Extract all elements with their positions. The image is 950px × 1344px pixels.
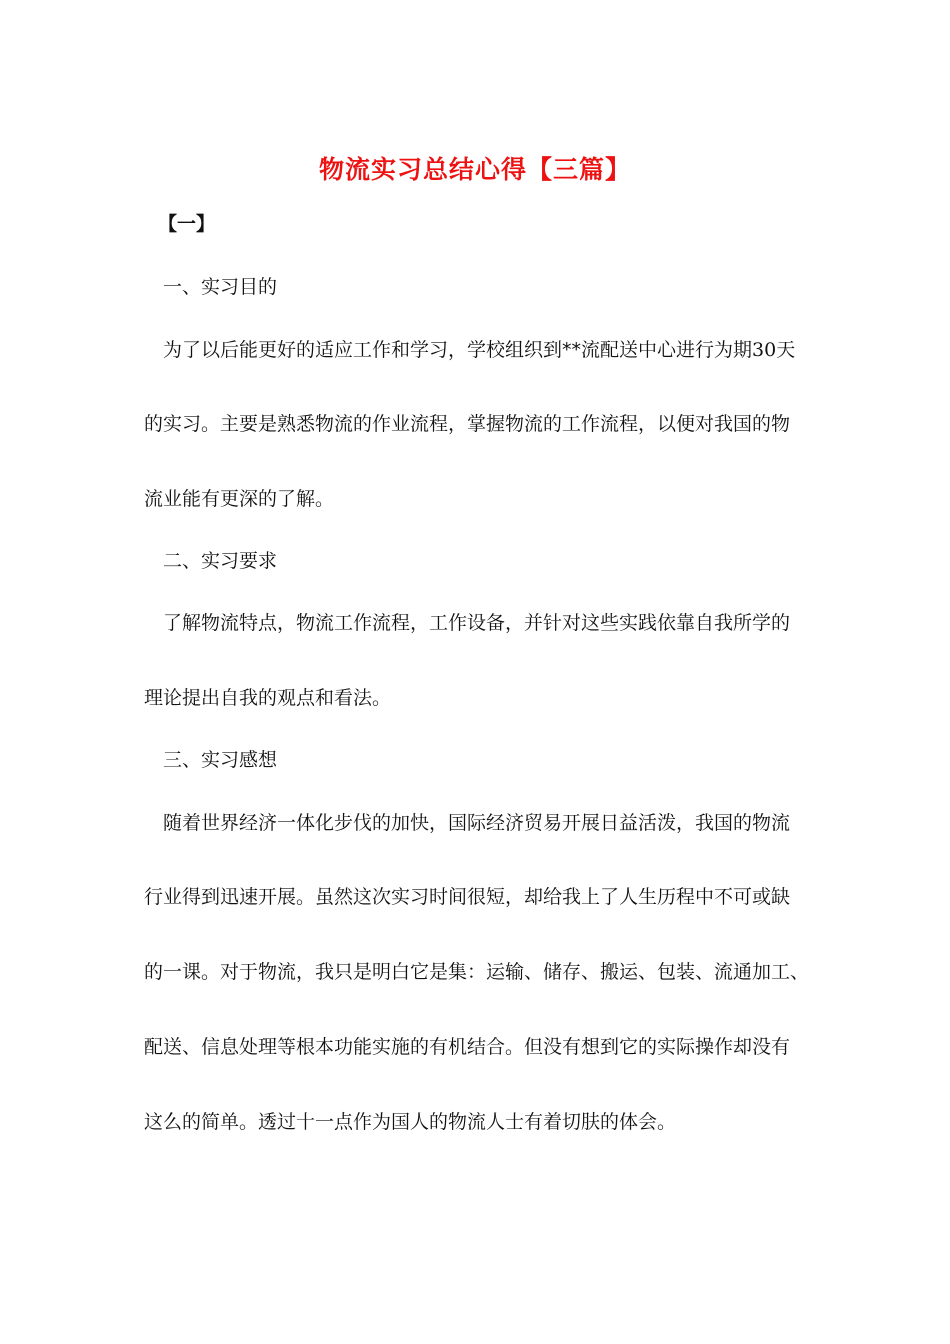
paragraph-line: 的一课。对于物流，我只是明白它是集：运输、储存、搬运、包装、流通加工、	[144, 961, 810, 983]
paragraph-line: 配送、信息处理等根本功能实施的有机结合。但没有想到它的实际操作却没有	[144, 1036, 791, 1058]
document-title: 物流实习总结心得【三篇】	[318, 155, 631, 184]
section-heading-reflections: 三、实习感想	[163, 749, 278, 771]
paragraph-line: 流业能有更深的了解。	[144, 488, 335, 510]
paragraph-line: 这么的简单。透过十一点作为国人的物流人士有着切肤的体会。	[144, 1111, 677, 1133]
paragraph-line: 的实习。主要是熟悉物流的作业流程，掌握物流的工作流程，以便对我国的物	[144, 413, 791, 435]
paragraph-text: 为了以后能更好的适应工作和学习，学校组织到**流配送中心进行为期	[163, 339, 753, 361]
paragraph-line: 理论提出自我的观点和看法。	[144, 687, 392, 709]
paragraph-line: 行业得到迅速开展。虽然这次实习时间很短，却给我上了人生历程中不可或缺	[144, 886, 791, 908]
section-heading-purpose: 一、实习目的	[163, 276, 278, 298]
section-heading-requirements: 二、实习要求	[163, 550, 278, 572]
part-marker: 【一】	[158, 213, 216, 235]
paragraph-number: 30	[752, 339, 777, 361]
paragraph-text: 天	[776, 339, 796, 361]
paragraph-line: 随着世界经济一体化步伐的加快，国际经济贸易开展日益活泼，我国的物流	[163, 812, 791, 834]
paragraph-line: 了解物流特点，物流工作流程，工作设备，并针对这些实践依靠自我所学的	[163, 612, 791, 634]
paragraph-line	[163, 338, 843, 362]
